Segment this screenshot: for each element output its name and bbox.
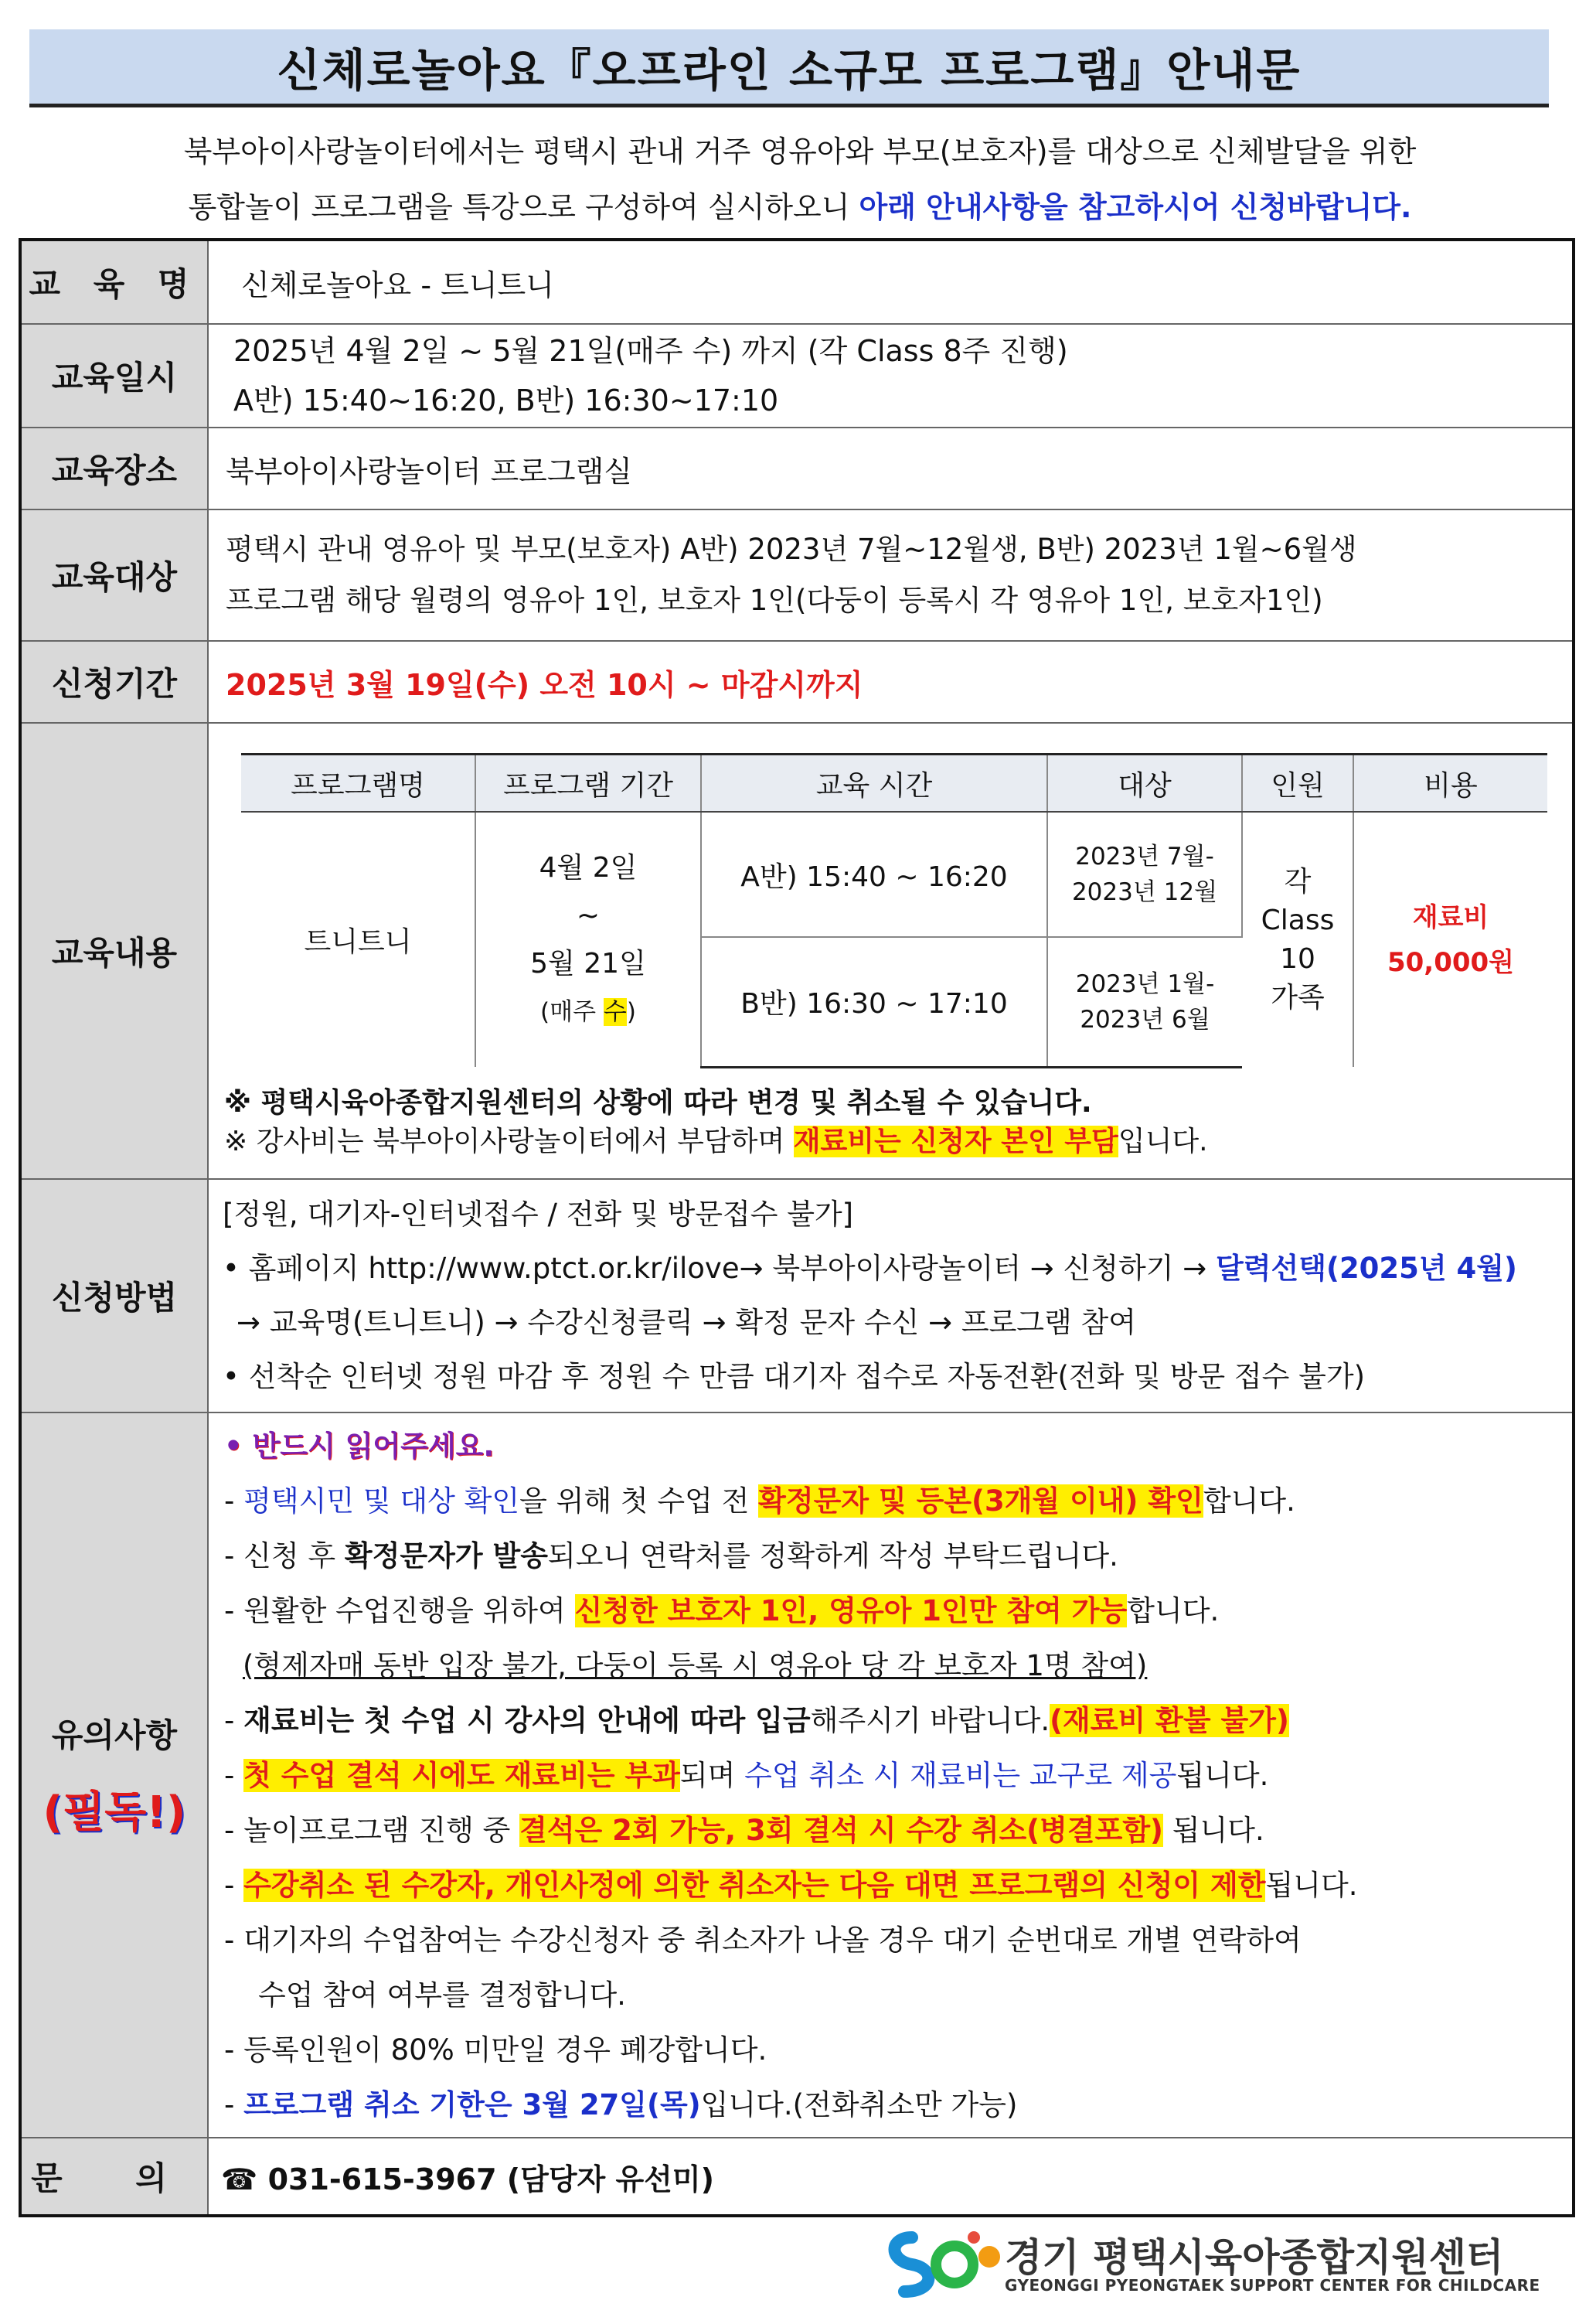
note-2-bold: 확정문자가 발송 — [344, 1539, 548, 1573]
label-content: 교육내용 — [22, 724, 209, 1178]
row-period — [22, 642, 1572, 724]
intro-line-1: 북부아이사랑놀이터에서는 평택시 관내 거주 영유아와 부모(보호자)를 대상으로 신체발달을 위한 — [183, 135, 1417, 169]
target-b-line-1: 2023년 1월- — [1075, 969, 1215, 998]
note-7-highlight: 결석은 2회 가능, 3회 결석 시 수강 취소(병결포함) — [519, 1813, 1163, 1847]
period-tilde: ~ — [576, 899, 601, 932]
label-target: 교육대상 — [22, 510, 209, 640]
center-logo-icon — [881, 2222, 1005, 2299]
value-date-line-1: 2025년 4월 2일 ~ 5월 21일(매주 수) 까지 (각 Class 8주 진행) — [233, 334, 1068, 368]
row-notes — [22, 1413, 1572, 2138]
cell-time-b: B반) 16:30 ~ 17:10 — [701, 937, 1047, 1067]
note-3-post: 합니다. — [1127, 1593, 1220, 1627]
target-a-line-1: 2023년 7월- — [1075, 843, 1214, 871]
th-time: 교육 시간 — [701, 755, 1047, 813]
note-1-dash: - — [224, 1484, 244, 1518]
title-bar — [29, 29, 1549, 107]
note-5-mid: 해주시기 바랍니다. — [810, 1703, 1050, 1737]
note-2-post: 되오니 연락처를 정확하게 작성 부탁드립니다. — [547, 1539, 1118, 1573]
note2-highlight: 재료비는 신청자 본인 부담 — [793, 1125, 1118, 1157]
row-name — [22, 241, 1572, 325]
note-11-post: 입니다.(전화취소만 가능) — [700, 2087, 1018, 2121]
note-1-post: 합니다. — [1203, 1484, 1295, 1518]
label-notes — [22, 1413, 209, 2137]
cell-time-a: A반) 15:40 ~ 16:20 — [701, 812, 1047, 937]
people-line-1: 각 — [1284, 865, 1312, 898]
content-note-1: ※ 평택시육아종합지원센터의 상황에 따라 변경 및 취소될 수 있습니다. — [224, 1086, 1092, 1119]
cell-period — [475, 812, 701, 1067]
cell-program: 트니트니 — [241, 812, 475, 1067]
footer-org-name-en: GYEONGGI PYEONGTAEK SUPPORT CENTER FOR CHILDCARE — [1005, 2276, 1540, 2295]
th-cost: 비용 — [1353, 755, 1547, 813]
row-date — [22, 325, 1572, 428]
note-7 — [224, 1803, 1560, 1858]
note-2 — [224, 1528, 1560, 1583]
intro-line-2 — [46, 179, 1553, 235]
note-3 — [224, 1583, 1560, 1638]
row-place — [22, 428, 1572, 510]
note-6-highlight: 첫 수업 결석 시에도 재료비는 부과 — [243, 1758, 680, 1792]
note-6-blue: 수업 취소 시 재료비는 교구로 제공 — [744, 1758, 1177, 1792]
row-target — [22, 510, 1572, 642]
note-10: - 등록인원이 80% 미만일 경우 폐강합니다. — [224, 2033, 767, 2067]
note-6 — [224, 1748, 1560, 1803]
label-name: 교 육 명 — [22, 241, 209, 323]
period-end: 5월 21일 — [530, 947, 646, 980]
note-11 — [224, 2077, 1560, 2132]
value-target-line-1: 평택시 관내 영유아 및 부모(보호자) A반) 2023년 7월~12월생, B반) 2023년 1월~6월생 — [226, 533, 1357, 566]
note-7-post: 됩니다. — [1162, 1813, 1264, 1847]
intro-text — [46, 124, 1553, 235]
note-0: • 반드시 읽어주세요. — [224, 1429, 495, 1463]
intro-line-2-plain: 통합놀이 프로그램을 특강으로 구성하여 실시하오니 — [188, 190, 859, 224]
value-date-line-2: A반) 15:40~16:20, B반) 16:30~17:10 — [233, 383, 779, 417]
period-weekly — [477, 988, 699, 1036]
label-contact: 문 의 — [22, 2138, 209, 2214]
footer-org-name: 경기 평택시육아종합지원센터 — [1005, 2235, 1504, 2280]
note-6-mid: 되며 — [679, 1758, 745, 1792]
cell-target-b — [1047, 937, 1242, 1067]
note-9b: 수업 참여 여부를 결정합니다. — [258, 1978, 626, 2012]
note-1-blue: 평택시민 및 대상 확인 — [243, 1484, 520, 1518]
th-period: 프로그램 기간 — [475, 755, 701, 813]
note-8 — [224, 1858, 1560, 1913]
value-contact: ☎ 031-615-3967 (담당자 유선미) — [221, 2162, 714, 2196]
value-period: 2025년 3월 19일(수) 오전 10시 ~ 마감시까지 — [226, 667, 863, 702]
note2-post: 입니다. — [1118, 1125, 1208, 1157]
people-line-3: 10 — [1280, 942, 1315, 975]
cost-line-2: 50,000원 — [1387, 946, 1515, 978]
cost-line-1: 재료비 — [1412, 901, 1489, 933]
cell-people — [1242, 812, 1353, 1067]
method-line-1: [정원, 대기자-인터넷접수 / 전화 및 방문접수 불가] — [223, 1198, 854, 1231]
row-content — [22, 724, 1572, 1180]
note-1-highlight: 확정문자 및 등본(3개월 이내) 확인 — [758, 1484, 1203, 1518]
note-5-red: (재료비 환불 불가) — [1050, 1703, 1289, 1737]
note2-pre: ※ 강사비는 북부아이사랑놀이터에서 부담하며 — [224, 1125, 794, 1157]
th-target: 대상 — [1047, 755, 1242, 813]
label-method: 신청방법 — [22, 1180, 209, 1412]
note-6-dash: - — [224, 1758, 244, 1792]
note-5-pre: - — [224, 1703, 244, 1737]
value-place: 북부아이사랑놀이터 프로그램실 — [226, 454, 632, 489]
note-1-mid: 을 위해 첫 수업 전 — [519, 1484, 759, 1518]
label-notes-1: 유의사항 — [51, 1716, 178, 1754]
row-method — [22, 1180, 1572, 1413]
label-date: 교육일시 — [22, 325, 209, 427]
info-table — [19, 238, 1575, 2217]
note-2-pre: - 신청 후 — [224, 1539, 345, 1573]
weekly-pre: (매주 — [540, 997, 604, 1026]
label-notes-required: (필독!) — [43, 1787, 186, 1838]
note-4: (형제자매 동반 입장 불가, 다둥이 등록 시 영유아 당 각 보호자 1명 참여) — [243, 1648, 1148, 1682]
target-b-line-2: 2023년 6월 — [1080, 1005, 1210, 1034]
note-7-pre: - 놀이프로그램 진행 중 — [224, 1813, 520, 1847]
method-line-3: → 교육명(트니트니) → 수강신청클릭 → 확정 문자 수신 → 프로그램 참여 — [237, 1306, 1137, 1339]
page-title: 신체로놀아요『오프라인 소규모 프로그램』안내문 — [277, 44, 1302, 97]
weekly-day: 수 — [603, 997, 627, 1026]
note-11-blue: 프로그램 취소 기한은 3월 27일(목) — [243, 2087, 701, 2121]
th-program: 프로그램명 — [241, 755, 475, 813]
note-8-post: 됩니다. — [1265, 1868, 1358, 1902]
method-line-2 — [223, 1242, 1560, 1296]
people-line-2: Class — [1261, 904, 1335, 936]
note-5-bold: 재료비는 첫 수업 시 강사의 안내에 따라 입금 — [243, 1703, 811, 1737]
method-line-4: • 선착순 인터넷 정원 마감 후 정원 수 만큼 대기자 접수로 자동전환(전화 및 방문 접수 불가) — [223, 1360, 1366, 1393]
th-people: 인원 — [1242, 755, 1353, 813]
note-6-post: 됩니다. — [1176, 1758, 1269, 1792]
intro-line-2-emphasis: 아래 안내사항을 참고하시어 신청바랍니다. — [859, 190, 1412, 224]
target-a-line-2: 2023년 12월 — [1071, 878, 1218, 906]
people-line-4: 가족 — [1271, 981, 1325, 1014]
note-11-dash: - — [224, 2087, 244, 2121]
program-table-header — [241, 755, 1547, 813]
method-calendar-select: 달력선택(2025년 4월) — [1216, 1252, 1517, 1285]
content-note-2 — [224, 1123, 1560, 1161]
note-3-pre: - 원활한 수업진행을 위하여 — [224, 1593, 575, 1627]
note-8-dash: - — [224, 1868, 244, 1902]
note-5 — [224, 1693, 1560, 1748]
value-name: 신체로놀아요 - 트니트니 — [241, 268, 554, 302]
period-start: 4월 2일 — [539, 851, 638, 884]
value-target-line-2: 프로그램 해당 월령의 영유아 1인, 보호자 1인(다둥이 등록시 각 영유아 1인, 보호자1인) — [226, 584, 1323, 617]
label-period: 신청기간 — [22, 642, 209, 722]
note-9a: - 대기자의 수업참여는 수강신청자 중 취소자가 나올 경우 대기 순번대로 개별 연락하여 — [224, 1923, 1302, 1957]
note-3-highlight: 신청한 보호자 1인, 영유아 1인만 참여 가능 — [574, 1593, 1128, 1627]
program-row-a — [241, 812, 1547, 937]
note-8-highlight: 수강취소 된 수강자, 개인사정에 의한 취소자는 다음 대면 프로그램의 신청이 제한 — [243, 1868, 1266, 1902]
weekly-post: ) — [626, 997, 636, 1026]
row-contact — [22, 2138, 1572, 2214]
note-1 — [224, 1474, 1560, 1528]
label-place: 교육장소 — [22, 428, 209, 509]
cell-cost — [1353, 812, 1547, 1067]
method-line-2-pre: • 홈페이지 http://www.ptct.or.kr/ilove→ 북부아이사랑놀이터 → 신청하기 → — [223, 1252, 1217, 1285]
content-notes — [219, 1084, 1560, 1161]
cell-target-a — [1047, 812, 1242, 937]
program-table — [241, 753, 1547, 1068]
